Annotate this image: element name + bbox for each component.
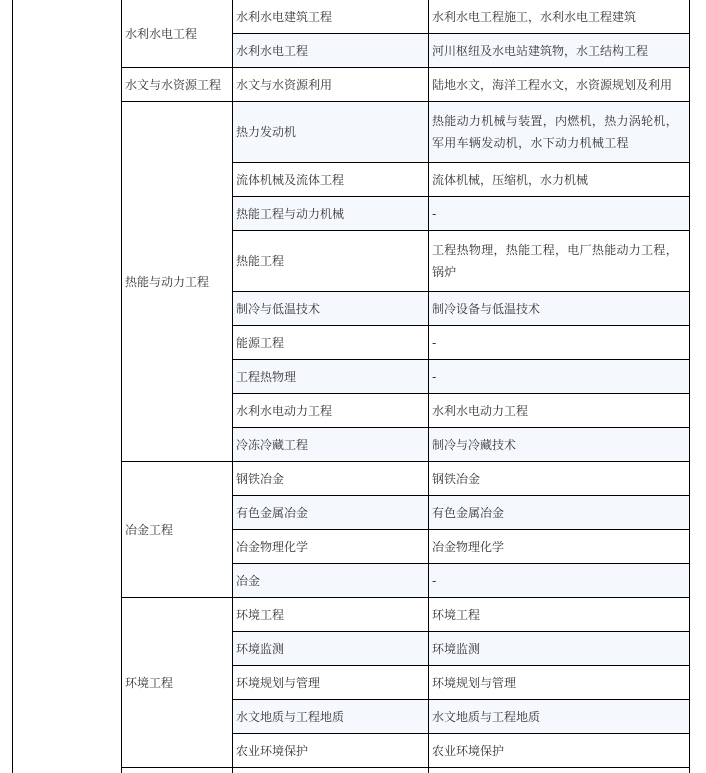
table-row [122, 462, 691, 496]
description-cell: - [429, 326, 691, 360]
page-frame [12, 0, 690, 773]
sub-major-cell: 热能工程 [233, 231, 429, 292]
sub-major-cell: 冷冻冷藏工程 [233, 428, 429, 462]
table-row [122, 68, 691, 102]
sub-major-cell: 流体机械及流体工程 [233, 163, 429, 197]
sub-major-cell: 农业环境保护 [233, 734, 429, 768]
description-cell: - [429, 197, 691, 231]
table-row-partial [122, 768, 691, 773]
sub-major-cell: 环境监测 [233, 632, 429, 666]
description-cell-empty [429, 768, 691, 773]
category-cell-empty [122, 768, 233, 773]
sub-major-cell: 冶金物理化学 [233, 530, 429, 564]
description-cell: - [429, 564, 691, 598]
category-cell: 环境工程 [122, 598, 233, 768]
description-cell: 冶金物理化学 [429, 530, 691, 564]
sub-major-cell-empty [233, 768, 429, 773]
sub-major-cell: 制冷与低温技术 [233, 292, 429, 326]
sub-major-cell: 水文地质与工程地质 [233, 700, 429, 734]
sub-major-cell: 水利水电动力工程 [233, 394, 429, 428]
table-row [122, 102, 691, 163]
description-cell: 环境工程 [429, 598, 691, 632]
sub-major-cell: 环境工程 [233, 598, 429, 632]
category-cell: 水利水电工程 [122, 0, 233, 68]
description-cell: 环境规划与管理 [429, 666, 691, 700]
sub-major-cell: 热力发动机 [233, 102, 429, 163]
category-cell: 水文与水资源工程 [122, 68, 233, 102]
table-row [122, 0, 691, 34]
description-cell: 水文地质与工程地质 [429, 700, 691, 734]
description-cell: 工程热物理，热能工程，电厂热能动力工程，锅炉 [429, 231, 691, 292]
description-cell: 环境监测 [429, 632, 691, 666]
category-cell: 热能与动力工程 [122, 102, 233, 462]
description-cell: 有色金属冶金 [429, 496, 691, 530]
sub-major-cell: 工程热物理 [233, 360, 429, 394]
sub-major-cell: 能源工程 [233, 326, 429, 360]
major-table [121, 0, 690, 773]
description-cell: 流体机械，压缩机，水力机械 [429, 163, 691, 197]
description-cell: 水利水电工程施工，水利水电工程建筑 [429, 0, 691, 34]
description-cell: 制冷设备与低温技术 [429, 292, 691, 326]
sub-major-cell: 水利水电工程 [233, 34, 429, 68]
description-cell: 河川枢纽及水电站建筑物，水工结构工程 [429, 34, 691, 68]
sub-major-cell: 热能工程与动力机械 [233, 197, 429, 231]
sub-major-cell: 水利水电建筑工程 [233, 0, 429, 34]
description-cell: 农业环境保护 [429, 734, 691, 768]
description-cell: 陆地水文，海洋工程水文，水资源规划及利用 [429, 68, 691, 102]
description-cell: - [429, 360, 691, 394]
description-cell: 钢铁冶金 [429, 462, 691, 496]
category-cell: 冶金工程 [122, 462, 233, 598]
description-cell: 制冷与冷藏技术 [429, 428, 691, 462]
description-cell: 热能动力机械与装置，内燃机，热力涡轮机，军用车辆发动机，水下动力机械工程 [429, 102, 691, 163]
sub-major-cell: 冶金 [233, 564, 429, 598]
sub-major-cell: 水文与水资源利用 [233, 68, 429, 102]
sub-major-cell: 有色金属冶金 [233, 496, 429, 530]
sub-major-cell: 环境规划与管理 [233, 666, 429, 700]
sub-major-cell: 钢铁冶金 [233, 462, 429, 496]
description-cell: 水利水电动力工程 [429, 394, 691, 428]
table-row [122, 598, 691, 632]
